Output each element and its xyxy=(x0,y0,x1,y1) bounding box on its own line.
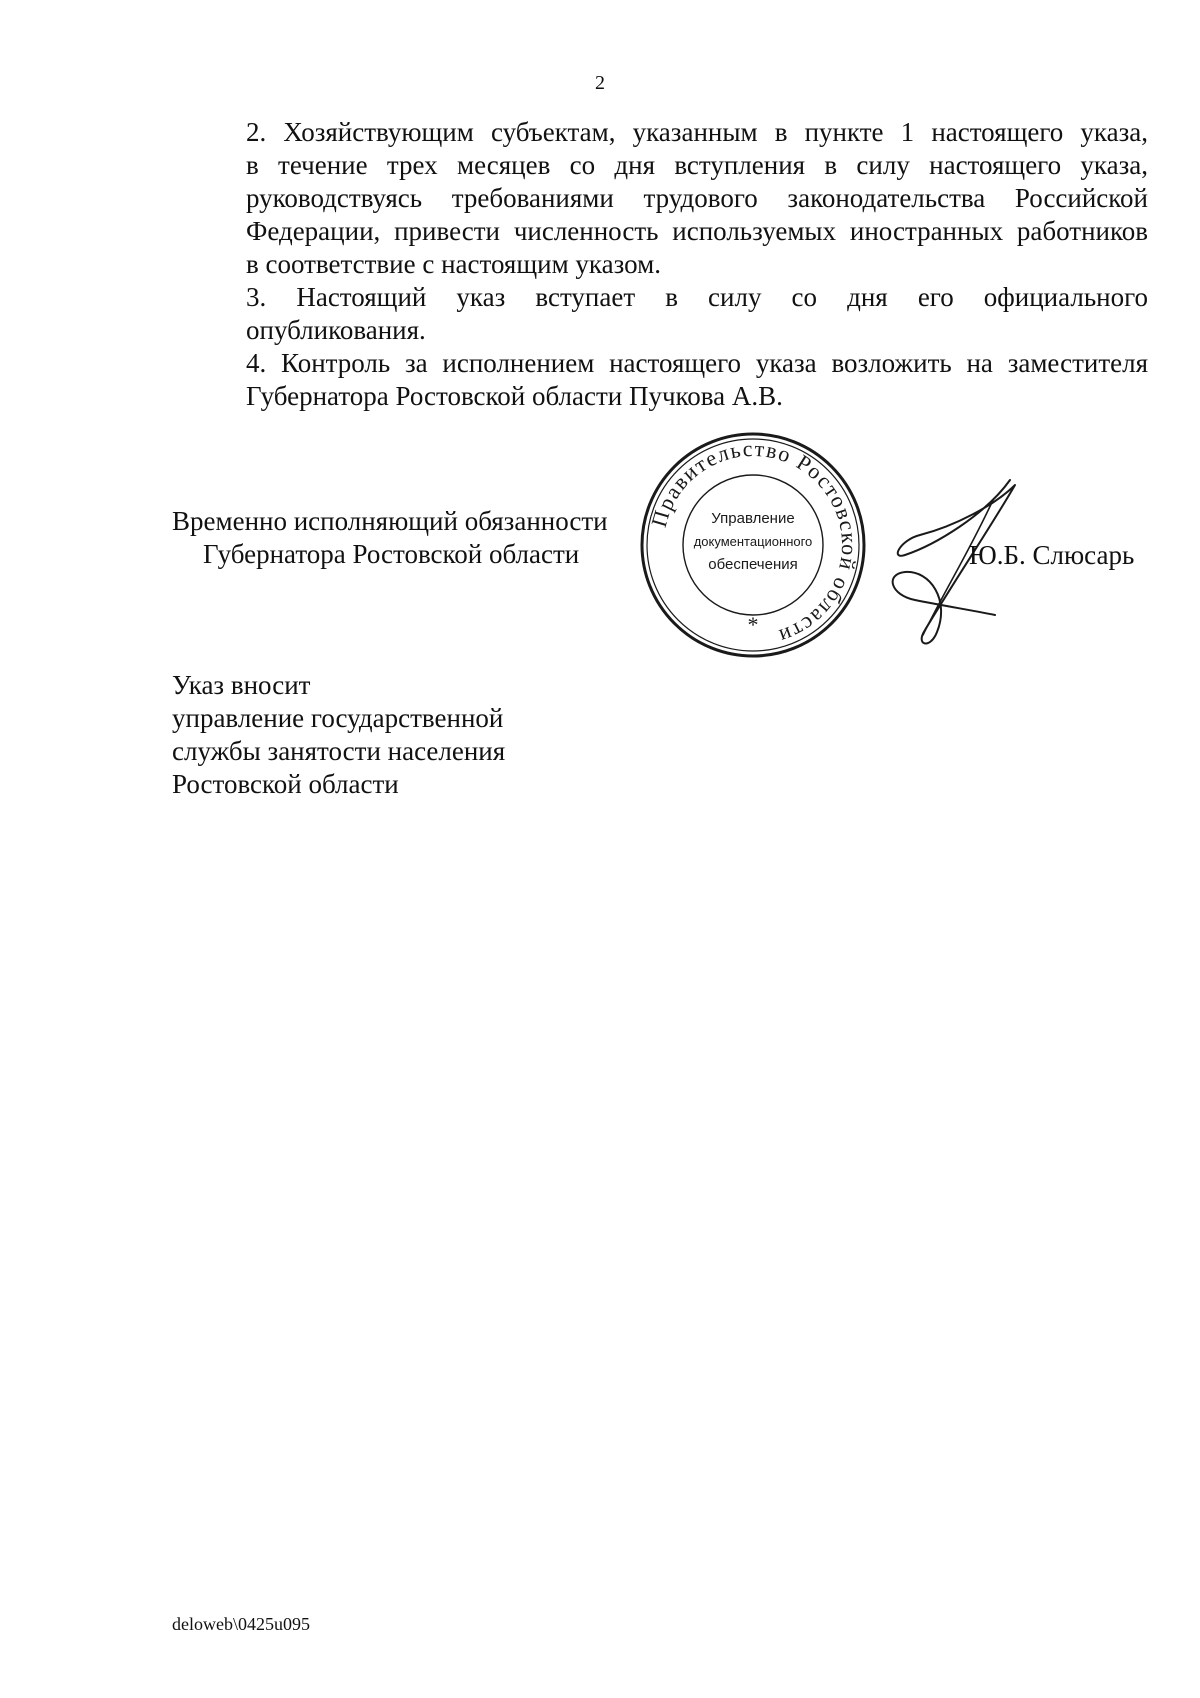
text-line: 3. Настоящий указ вступает в силу со дня его официального xyxy=(246,282,1148,312)
official-seal xyxy=(638,430,868,660)
introduced-by-block xyxy=(172,669,505,801)
seal-ring-text: Правительство Ростовской области xyxy=(645,435,863,650)
document-registry-code: deloweb\0425u095 xyxy=(172,1614,310,1634)
text-line: руководствуясь требованиями трудового законодательства Российской xyxy=(246,183,1148,213)
text-line: Федерации, привести численность используемых иностранных работников xyxy=(246,216,1148,246)
signatory-position-line1: Временно исполняющий обязанности xyxy=(172,506,608,536)
text-line: опубликования. xyxy=(246,315,426,345)
text-line: в соответствие с настоящим указом. xyxy=(246,249,661,279)
introduced-by-line: управление государственной xyxy=(172,703,504,733)
page-number: 2 xyxy=(595,72,605,94)
introduced-by-line: Указ вносит xyxy=(172,670,311,700)
seal-center-line3: обеспечения xyxy=(708,556,798,573)
seal-star: * xyxy=(747,612,759,637)
text-line: 2. Хозяйствующим субъектам, указанным в пункте 1 настоящего указа, xyxy=(246,117,1148,147)
text-line: Губернатора Ростовской области Пучкова А.В. xyxy=(246,381,783,411)
paragraph-3 xyxy=(172,281,1148,347)
signatory-position xyxy=(172,505,608,571)
introduced-by-line: службы занятости населения xyxy=(172,736,506,766)
text-line: 4. Контроль за исполнением настоящего указа возложить на заместителя xyxy=(246,348,1148,378)
text-line: в течение трех месяцев со дня вступления в силу настоящего указа, xyxy=(246,150,1148,180)
introduced-by-line: Ростовской области xyxy=(172,769,399,799)
seal-center-line1: Управление xyxy=(711,510,795,527)
paragraph-4 xyxy=(172,347,1148,413)
paragraph-2 xyxy=(172,116,1148,281)
signatory-position-line2: Губернатора Ростовской области xyxy=(203,539,580,569)
seal-center-line2: документационного xyxy=(693,534,813,549)
signer-name: Ю.Б. Слюсарь xyxy=(969,540,1135,570)
decree-body xyxy=(172,116,1148,413)
